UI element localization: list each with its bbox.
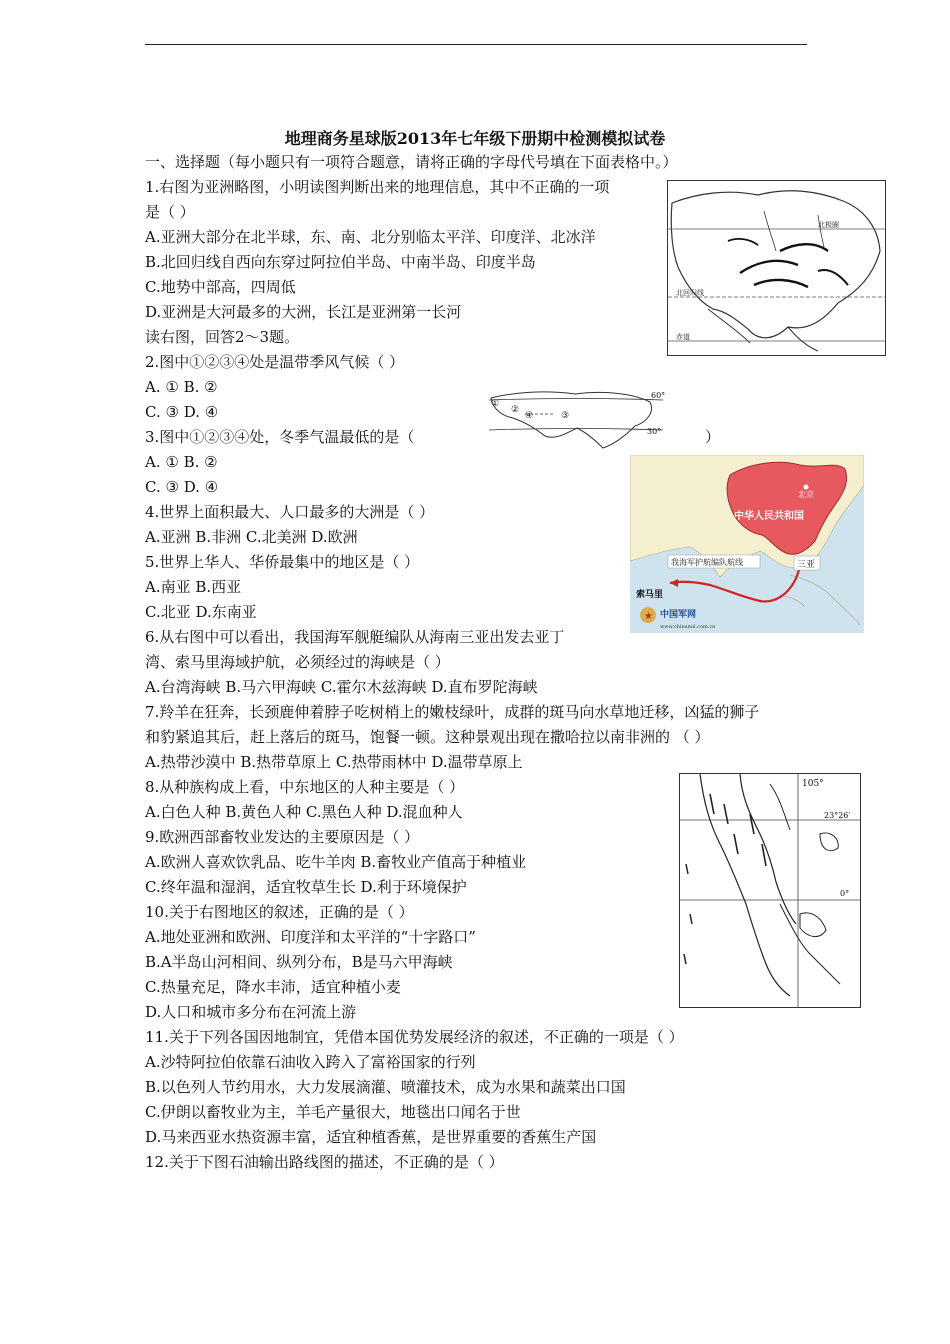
q1-option-d: D.亚洲是大河最多的大洲，长江是亚洲第一长河 <box>145 303 462 321</box>
lat-0-label: 0° <box>840 889 850 898</box>
q3-stem-end: ） <box>705 428 721 446</box>
sea-map-drawing <box>680 774 860 1007</box>
header-rule <box>145 44 807 45</box>
lat-60-label: 60° <box>651 391 666 400</box>
asia-sketch-map <box>667 180 886 356</box>
climate-location-map <box>485 388 675 458</box>
q10-option-b: B.A半岛山河相间、纵列分布，B是马六甲海峡 <box>145 953 453 971</box>
section-heading: 一、选择题（每小题只有一项符合题意，请将正确的字母代号填在下面表格中。） <box>145 153 678 171</box>
q9-stem: 9.欧洲西部畜牧业发达的主要原因是（ ） <box>145 828 420 846</box>
q1-stem-1: 1.右图为亚洲略图，小明读图判断出来的地理信息，其中不正确的一项 <box>145 178 610 196</box>
q2-options-ab: A. ① B. ② <box>145 378 218 396</box>
q7-options: A.热带沙漠中 B.热带草原上 C.热带雨林中 D.温带草原上 <box>145 753 523 771</box>
q10-option-c: C.热量充足，降水丰沛，适宜种植小麦 <box>145 978 401 996</box>
climate-mark-2: ② <box>511 405 520 415</box>
china-label: 中华人民共和国 <box>734 511 804 522</box>
q9-options-cd: C.终年温和湿润，适宜牧草生长 D.利于环境保护 <box>145 878 467 896</box>
star-icon: ★ <box>644 611 653 622</box>
sanya-label: 三亚 <box>797 560 816 570</box>
q5-options-cd: C.北亚 D.东南亚 <box>145 603 257 621</box>
site-label: www.chinamil.com.cn <box>660 624 716 630</box>
q4-stem: 4.世界上面积最大、人口最多的大洲是（ ） <box>145 503 435 521</box>
equator-label: 赤道 <box>676 333 690 341</box>
beijing-label: 北京 <box>798 490 814 499</box>
asia-map-drawing <box>668 181 885 355</box>
q5-stem: 5.世界上华人、华侨最集中的地区是（ ） <box>145 553 420 571</box>
q11-option-c: C.伊朗以畜牧业为主，羊毛产量很大，地毯出口闻名于世 <box>145 1103 521 1121</box>
q1-option-a: A.亚洲大部分在北半球，东、南、北分别临太平洋、印度洋、北冰洋 <box>145 228 596 246</box>
q3-options-cd: C. ③ D. ④ <box>145 478 219 496</box>
q7-stem-2: 和豹紧追其后，赶上落后的斑马，饱餐一顿。这种景观出现在撒哈拉以南非洲的 （ ） <box>145 728 710 746</box>
q7-stem-1: 7.羚羊在狂奔，长颈鹿伸着脖子吃树梢上的嫩枝绿叶，成群的斑马向水草地迁移，凶猛的狮子 <box>145 703 760 721</box>
q6-stem-2: 湾、索马里海域护航，必须经过的海峡是（ ） <box>145 653 450 671</box>
navy-route-map <box>630 455 864 633</box>
lat-30-label: 30° <box>647 427 662 436</box>
q1-option-b: B.北回归线自西向东穿过阿拉伯半岛、中南半岛、印度半岛 <box>145 253 536 271</box>
read-instruction: 读右图，回答2～3题。 <box>145 328 300 346</box>
q5-options-ab: A.南亚 B.西亚 <box>145 578 242 596</box>
southeast-asia-map <box>679 773 861 1008</box>
q8-stem: 8.从种族构成上看，中东地区的人种主要是（ ） <box>145 778 465 796</box>
lon-105-label: 105° <box>802 779 824 789</box>
lat-2326-label: 23°26′ <box>824 811 851 820</box>
q8-options: A.白色人种 B.黄色人种 C.黑色人种 D.混血种人 <box>145 803 463 821</box>
q11-option-b: B.以色列人节约用水，大力发展滴灌、喷灌技术，成为水果和蔬菜出口国 <box>145 1078 626 1096</box>
climate-mark-3: ③ <box>561 411 570 421</box>
q1-stem-2: 是（ ） <box>145 203 195 221</box>
q2-options-cd: C. ③ D. ④ <box>145 403 219 421</box>
q9-options-ab: A.欧洲人喜欢饮乳品、吃牛羊肉 B.畜牧业产值高于种植业 <box>145 853 527 871</box>
brand-label: 中国军网 <box>660 610 697 620</box>
q11-stem: 11.关于下列各国因地制宜，凭借本国优势发展经济的叙述，不正确的一项是（ ） <box>145 1028 684 1046</box>
climate-map-drawing <box>485 388 675 458</box>
q6-stem-1: 6.从右图中可以看出，我国海军舰艇编队从海南三亚出发去亚丁 <box>145 628 565 646</box>
q4-options: A.亚洲 B.非洲 C.北美洲 D.欧洲 <box>145 528 358 546</box>
q11-option-d: D.马来西亚水热资源丰富，适宜种植香蕉，是世界重要的香蕉生产国 <box>145 1128 597 1146</box>
q3-options-ab: A. ① B. ② <box>145 453 218 471</box>
q1-option-c: C.地势中部高，四周低 <box>145 278 296 296</box>
q10-option-a: A.地处亚洲和欧洲、印度洋和太平洋的“十字路口” <box>145 928 476 946</box>
q11-option-a: A.沙特阿拉伯依靠石油收入跨入了富裕国家的行列 <box>145 1053 476 1071</box>
q10-stem: 10.关于右图地区的叙述，正确的是（ ） <box>145 903 414 921</box>
page-title: 地理商务星球版2013年七年级下册期中检测模拟试卷 <box>284 129 666 148</box>
navy-map-drawing <box>630 455 864 633</box>
q12-stem: 12.关于下图石油输出路线图的描述，不正确的是（ ） <box>145 1153 504 1171</box>
climate-mark-4: ④ <box>525 411 534 421</box>
route-label: 我海军护航编队航线 <box>671 558 743 567</box>
q10-option-d: D.人口和城市多分布在河流上游 <box>145 1003 357 1021</box>
tropic-label: 北回归线 <box>676 289 704 297</box>
q2-stem: 2.图中①②③④处是温带季风气候（ ） <box>145 353 405 371</box>
climate-mark-1: ① <box>491 399 500 409</box>
q3-stem: 3.图中①②③④处，冬季气温最低的是（ <box>145 428 415 446</box>
north-circle-label: 北极圈 <box>818 221 839 229</box>
somalia-label: 索马里 <box>636 590 664 600</box>
q6-options: A.台湾海峡 B.马六甲海峡 C.霍尔木兹海峡 D.直布罗陀海峡 <box>145 678 538 696</box>
